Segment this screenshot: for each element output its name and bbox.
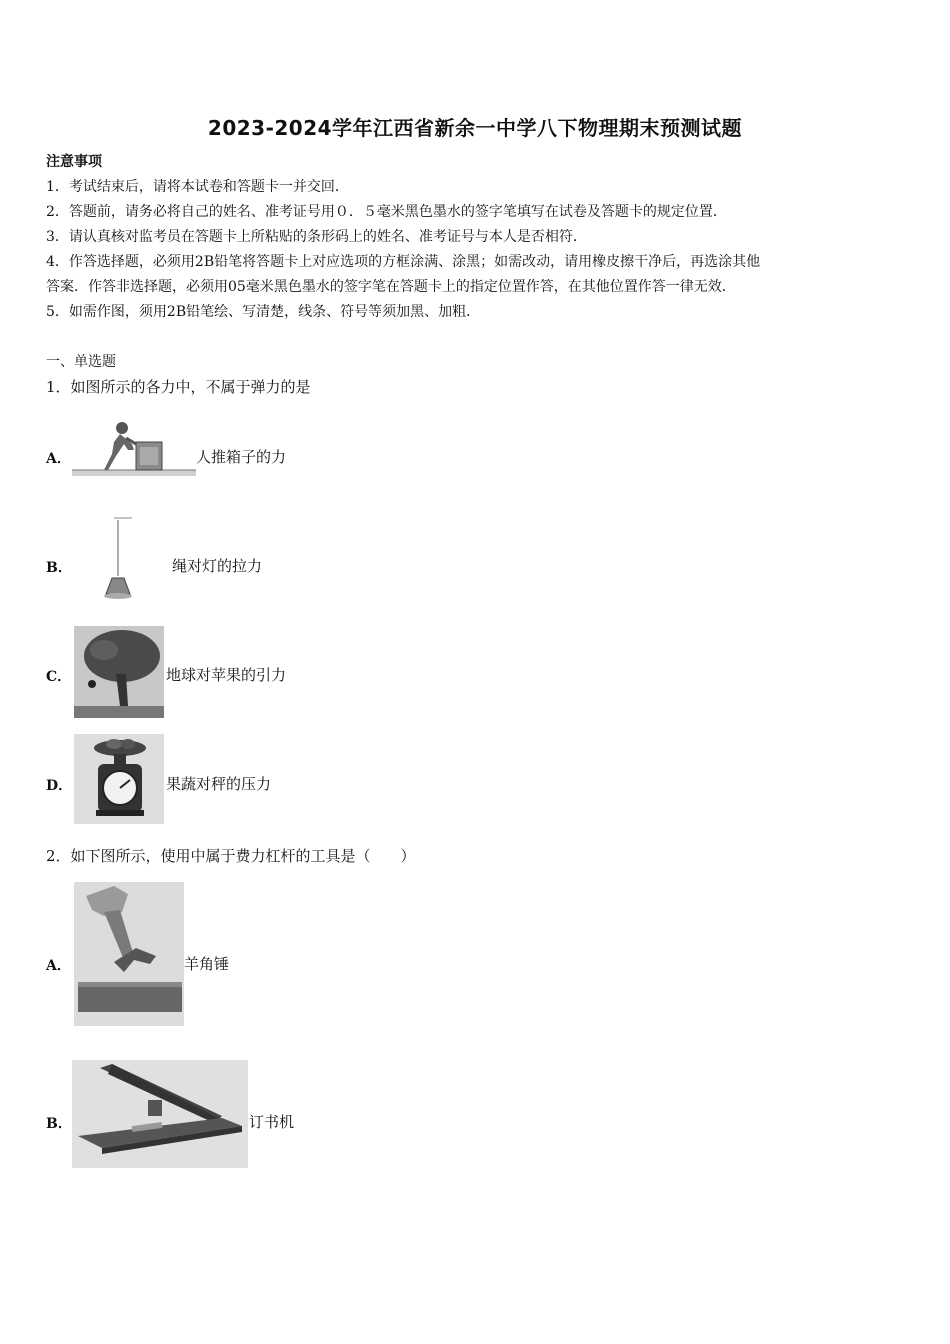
notice-item: 2．答题前，请务必将自己的姓名、准考证号用０．５毫米黑色墨水的签字笔填写在试卷及答题卡的规定位置． (46, 204, 727, 220)
notice-item: 1．考试结束后，请将本试卷和答题卡一并交回． (46, 179, 349, 195)
q2-option-b-letter[interactable]: B． (46, 1116, 72, 1132)
q1-option-c-text: 地球对苹果的引力 (166, 666, 287, 684)
q1-option-a-text: 人推箱子的力 (196, 448, 287, 466)
question-2-stem: 2．如下图所示，使用中属于费力杠杆的工具是（ ） (46, 847, 416, 865)
q1-option-d-text: 果蔬对秤的压力 (166, 775, 272, 793)
q2-option-a-letter[interactable]: A． (46, 958, 71, 974)
claw-hammer-illustration (74, 882, 184, 1026)
q1-option-b-letter[interactable]: B． (46, 560, 72, 576)
notice-item: 答案．作答非选择题，必须用05毫米黑色墨水的签字笔在答题卡上的指定位置作答，在其他位置作答一律无效． (46, 279, 736, 295)
notice-item: 3．请认真核对监考员在答题卡上所粘贴的条形码上的姓名、准考证号与本人是否相符． (46, 229, 587, 245)
hanging-lamp-illustration (72, 516, 170, 606)
apple-tree-illustration (74, 626, 164, 718)
q1-option-a-letter[interactable]: A． (46, 451, 71, 467)
q1-option-c-letter[interactable]: C． (46, 669, 72, 685)
section-heading: 一、单选题 (46, 354, 116, 370)
page-title: 2023-2024学年江西省新余一中学八下物理期末预测试题 (207, 116, 743, 140)
question-1-stem: 1．如图所示的各力中，不属于弹力的是 (46, 378, 311, 396)
notice-item: 4．作答选择题，必须用2B铅笔将答题卡上对应选项的方框涂满、涂黑；如需改动，请用橡皮擦干净后，再选涂其他 (46, 254, 761, 270)
notice-item: 5．如需作图，须用2B铅笔绘、写清楚，线条、符号等须加黑、加粗． (46, 304, 481, 320)
stapler-illustration (72, 1060, 248, 1168)
notice-heading: 注意事项 (46, 154, 102, 170)
q2-option-a-text: 羊角锤 (184, 955, 230, 973)
q1-option-b-text: 绳对灯的拉力 (172, 557, 263, 575)
q2-option-b-text: 订书机 (249, 1113, 295, 1131)
kitchen-scale-illustration (74, 734, 164, 824)
push-box-illustration (72, 420, 196, 484)
q1-option-d-letter[interactable]: D． (46, 778, 73, 794)
